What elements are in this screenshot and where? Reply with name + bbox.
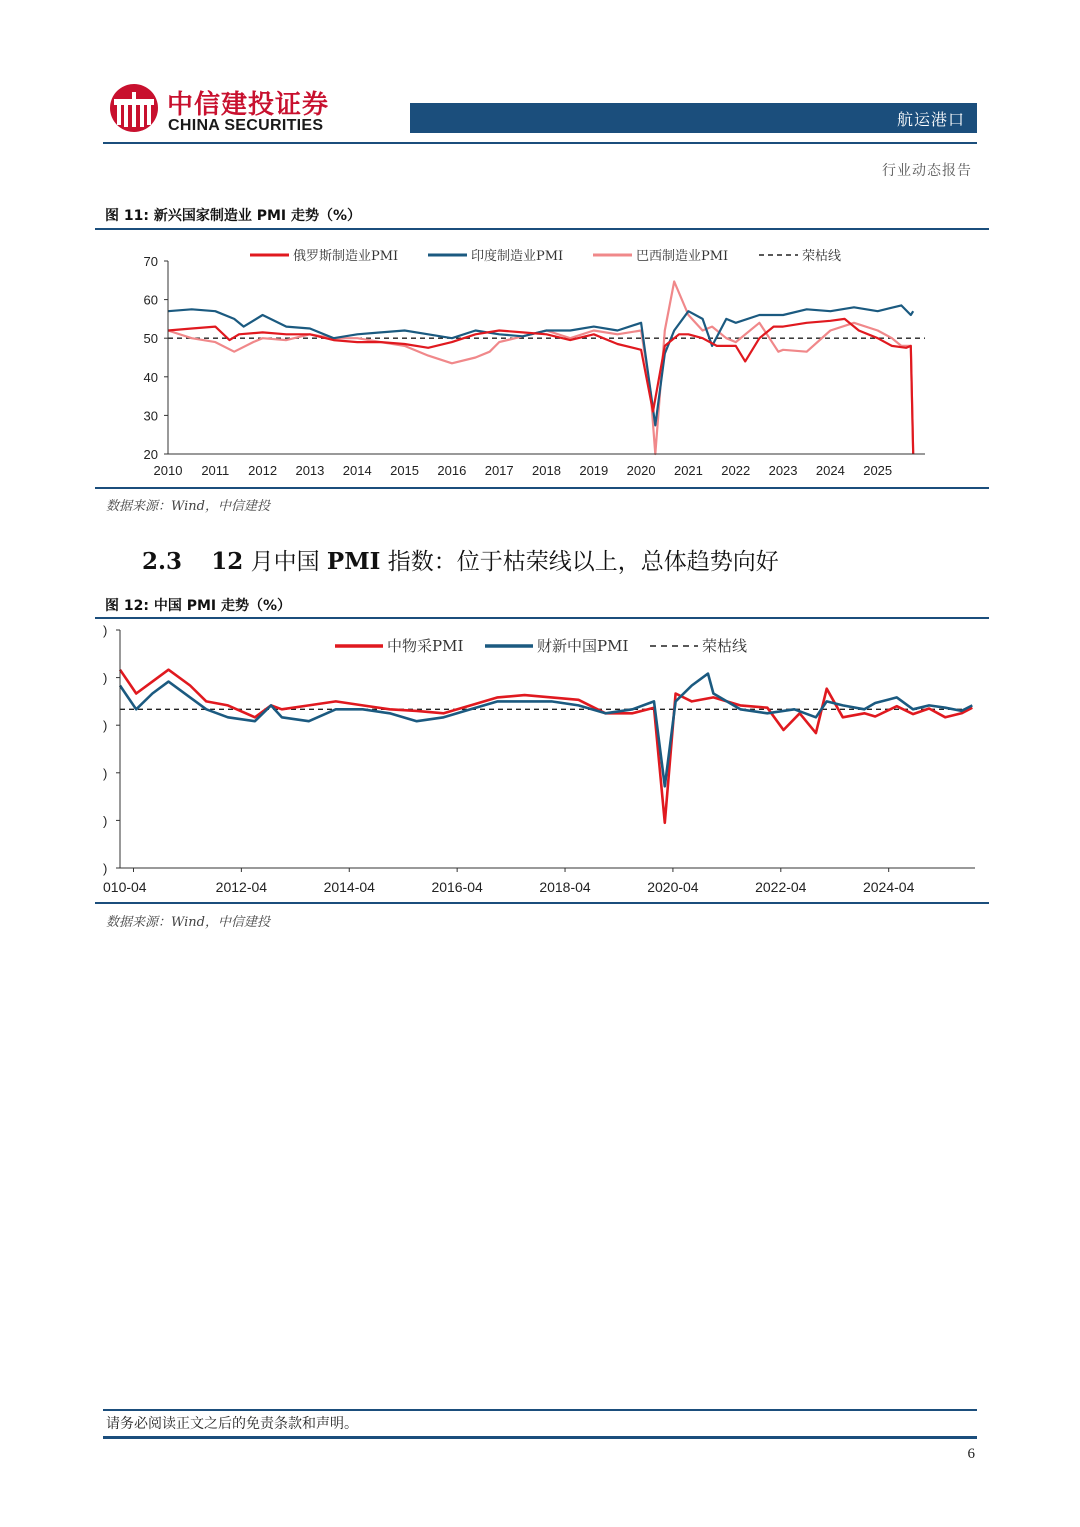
chart2-x-tick-label: 2022-04 [755, 879, 807, 895]
chart2-y-tick-label: ) [103, 670, 108, 686]
chart1-x-tick-label: 2015 [390, 463, 420, 478]
footer-rule-bottom [103, 1436, 977, 1439]
legend-label-caixin: 财新中国PMI [537, 637, 629, 655]
chart1-x-tick-label: 2021 [673, 463, 703, 478]
chart2-y-tick-label: ) [103, 765, 108, 781]
chart2-x-tick-label: 2024-04 [862, 879, 915, 895]
legend-label-brazil: 巴西制造业PMI [636, 249, 729, 264]
chart1-x-tick-label: 2024 [815, 463, 845, 478]
chart1-y-tick-label: 30 [143, 408, 158, 424]
chart1-x-tick-label: 2022 [721, 463, 751, 478]
chart1-x-tick-label: 2020 [626, 463, 656, 478]
chart2-x-tick-label: 2018-04 [539, 879, 591, 895]
chart2-series-caixin [120, 674, 972, 787]
chart1-y-tick-label: 20 [143, 447, 158, 462]
legend-label-threshold2: 荣枯线 [702, 637, 748, 655]
brand-name-en: CHINA SECURITIES [168, 117, 324, 134]
legend-label-threshold: 荣枯线 [802, 249, 842, 264]
report-type: 行业动态报告 [882, 163, 972, 179]
footer-rule-top [103, 1409, 977, 1411]
chart1-y-tick-label: 60 [143, 292, 158, 308]
section-title-rest: 指数：位于枯荣线以上，总体趋势向好 [387, 549, 779, 575]
chart1-series-brazil [168, 282, 913, 455]
section-title-part: 月中国 [250, 549, 320, 575]
sector-label: 航运港口 [896, 110, 965, 129]
citic-logo [108, 82, 160, 134]
legend-label-india: 印度制造业PMI [471, 249, 564, 264]
china-pmi-chart [95, 620, 989, 900]
chart2-x-tick-label: 2016-04 [431, 879, 483, 895]
figure11-top-rule [95, 228, 989, 230]
chart1-x-tick-label: 2014 [342, 463, 372, 478]
chart1-x-tick-label: 2023 [768, 463, 798, 478]
chart1-y-tick-label: 50 [143, 331, 158, 347]
footer-disclaimer: 请务必阅读正文之后的免责条款和声明。 [106, 1416, 358, 1432]
figure12-source: 数据来源：Wind，中信建投 [106, 915, 270, 930]
chart2-y-tick-label: ) [103, 718, 108, 734]
chart1-x-tick-label: 2011 [201, 463, 230, 478]
figure11-caption: 图 11: 新兴国家制造业 PMI 走势（%） [105, 208, 362, 224]
header-divider [103, 142, 977, 144]
sector-banner [410, 103, 977, 133]
chart1-x-tick-label: 2010 [153, 463, 183, 478]
chart2-y-tick-label: ) [103, 813, 108, 829]
chart2-y-tick-label: ) [103, 861, 108, 876]
figure12-caption: 图 12: 中国 PMI 走势（%） [105, 598, 292, 614]
chart1-x-tick-label: 2013 [295, 463, 325, 478]
page-number: 6 [967, 1446, 975, 1462]
section-title-pmi: PMI [326, 548, 381, 575]
chart2-x-tick-label: 2020-04 [647, 879, 699, 895]
legend-label-russia: 俄罗斯制造业PMI [293, 249, 399, 264]
legend-label-nbs: 中物采PMI [387, 637, 464, 655]
figure11-source: 数据来源：Wind，中信建投 [106, 499, 270, 514]
chart2-series-nbs [120, 670, 972, 823]
chart2-x-tick-label: 2014-04 [323, 879, 375, 895]
emerging-pmi-chart [95, 232, 989, 484]
chart2-x-tick-label: 010-04 [103, 879, 147, 895]
chart1-x-tick-label: 2012 [248, 463, 278, 478]
section-title-month: 12 [211, 548, 244, 575]
figure11-bottom-rule [95, 487, 989, 489]
chart1-x-tick-label: 2018 [532, 463, 561, 478]
chart1-x-tick-label: 2016 [437, 463, 467, 478]
chart1-y-tick-label: 40 [143, 369, 158, 385]
section-heading [142, 543, 779, 576]
chart2-legend [335, 637, 747, 655]
chart1-x-tick-label: 2025 [863, 463, 893, 478]
figure12-bottom-rule [95, 902, 989, 904]
section-number: 2.3 [142, 548, 183, 575]
brand-name-cn: 中信建投证券 [167, 90, 330, 120]
figure12-top-rule [95, 617, 989, 619]
chart2-y-tick-label: ) [103, 623, 108, 638]
chart1-x-tick-label: 2019 [579, 463, 609, 478]
chart1-legend [250, 248, 841, 264]
chart2-x-tick-label: 2012-04 [215, 879, 268, 895]
chart1-y-tick-label: 70 [143, 254, 158, 269]
chart1-x-tick-label: 2017 [484, 463, 514, 478]
